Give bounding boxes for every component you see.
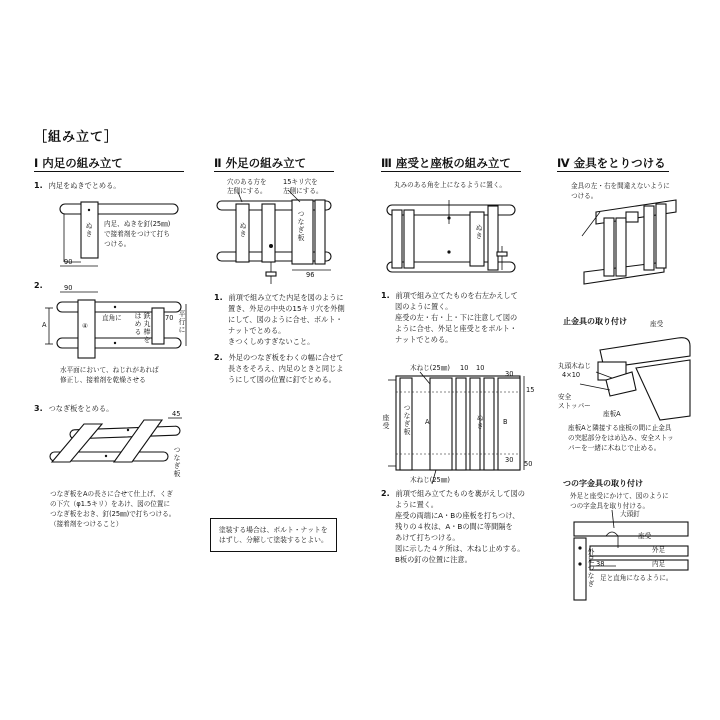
sub2-sotoashi: 外足 — [652, 546, 666, 554]
step-3-text-1: つなぎ板をAの長さに合せて仕上げ、くぎ — [50, 490, 173, 498]
s3-step1-line1: 前項で組み立てたものを右左かえして — [395, 291, 518, 300]
fig-stopper — [580, 338, 690, 420]
section-4-intro-2: つける。 — [571, 192, 598, 200]
step-3-text-4: （接着剤をつけること） — [50, 520, 123, 528]
fig-label-b: B — [503, 418, 508, 426]
sub1-screw-2: 4×10 — [562, 371, 581, 379]
section-4-rule — [557, 171, 669, 172]
fig-label-a: A — [425, 418, 430, 426]
s3-step2-line4: 残りの４枚は、A・Bの間に等間隔を — [395, 522, 513, 531]
sub2-zauke: 座受 — [638, 532, 652, 540]
fig2-dim: 96 — [306, 271, 315, 279]
fig3-dim: 45 — [172, 410, 181, 418]
fig-inner-leg-2 — [45, 292, 186, 358]
fig2-label-tsunagi: つなぎ板 — [297, 210, 305, 242]
fig-note-left-1: 穴のある方を — [227, 178, 267, 186]
fig-dim-15: 15 — [526, 386, 535, 394]
sub2-dim: 38 — [596, 560, 605, 568]
s3-step2-line5: あけて打ちつける。 — [395, 533, 460, 542]
fig-note-left-2: 左側にする。 — [227, 187, 267, 195]
fig1-note-1: 内足、ぬきを釘(25㎜) — [104, 220, 171, 228]
step-2-number: 2. — [34, 281, 43, 290]
section-3-step-1: 1. 前項で組み立てたものを右左かえして — [381, 291, 518, 300]
s2-step2-line2: 長さをそろえ、内足のときと同じよ — [228, 364, 344, 373]
fig-seat-receiver-1 — [387, 200, 515, 272]
fig2-label-chokkaku: 直角に — [102, 314, 122, 322]
section-2-step-1: 1. 前項で組み立てた内足を図のように — [214, 293, 344, 302]
s2-step1-line4: ナットでとめる。 — [228, 326, 286, 335]
fig-label-nuki-2: ぬき — [476, 414, 484, 430]
section-3-intro: 丸みのある角を上になるように置く。 — [394, 181, 506, 189]
sub2-kugi: 大頭釘 — [620, 510, 640, 518]
fig-inner-leg-3 — [50, 418, 182, 462]
fig2-label-4: ④ — [82, 322, 88, 330]
fig-screw-top: 木ねじ(25㎜) — [410, 364, 450, 372]
fig1-dim: 90 — [64, 258, 73, 266]
s3-step1-line4: ように合せ、外足と座受とをボルト・ — [395, 324, 517, 333]
s2-step2-line3: うにして図の位置に釘でとめる。 — [228, 375, 336, 384]
section-1-title: Ⅰ 内足の組み立て — [34, 156, 123, 170]
s3-step1-line3: 座受の左・右・上・下に注意して図の — [395, 313, 518, 322]
painting-note-2: はずし、分解して塗装するとよい。 — [219, 536, 328, 544]
section-3-rule — [381, 171, 521, 172]
sub2-tsunagi: 外足つなぎ — [587, 548, 595, 588]
s2-step2-line1: 外足のつなぎ板をわくの幅に合せて — [228, 353, 344, 362]
fig3-label: つなぎ板 — [173, 446, 181, 478]
section-1-step-3: 3. つなぎ板をとめる。 — [34, 404, 114, 413]
fig-outer-leg — [217, 190, 331, 284]
section-1-step-1: 1. 内足をぬきでとめる。 — [34, 181, 121, 190]
s3-step2-line6: 図に示した４ケ所は、木ねじ止めする。 — [395, 544, 525, 553]
step-3-text-2: の下穴（φ1.5キリ）をあけ、図の位置に — [50, 500, 171, 508]
s3-step2-line1: 前項で組み立てたものを裏がえして図の — [395, 489, 525, 498]
s2-step1-line2: 置き、外足の中央の15キリ穴を外側 — [228, 304, 345, 313]
fig1-label-nuki: ぬき — [85, 222, 93, 238]
painting-note-1: 塗装する場合は、ボルト・ナットを — [219, 526, 328, 534]
fig-dim-50: 50 — [524, 460, 533, 468]
fig2-label-heikou: 平行に — [178, 310, 186, 334]
fig2-label-70: 70 — [165, 314, 174, 322]
fig-dim-30: 30 — [505, 370, 514, 378]
s3-step2-line7: B板の釘の位置に注意。 — [395, 555, 472, 564]
section-1-step-3-text: つなぎ板をとめる。 — [48, 404, 114, 413]
fig-note-right-2: 左側にする。 — [283, 187, 323, 195]
section-3-title: Ⅲ 座受と座板の組み立て — [381, 156, 511, 170]
section-3-step-2: 2. 前項で組み立てたものを裏がえして図の — [381, 489, 525, 498]
sub1-zaita: 座板A — [603, 410, 621, 418]
sub1-text-2: の突起部分をはめ込み、安全ストッ — [568, 434, 674, 442]
section-2-step-2: 2. 外足のつなぎ板をわくの幅に合せて — [214, 353, 344, 362]
sub1-screw-1: 丸頭木ねじ — [558, 362, 591, 370]
sub1-text-1: 座板Aと隣接する座板の間に止金具 — [568, 424, 672, 432]
section-4-intro-1: 金具の左・右を間違えないように — [571, 182, 670, 190]
page-title: ［組み立て］ — [34, 130, 119, 145]
section-4-title: Ⅳ 金具をとりつける — [557, 156, 666, 170]
s3-step1-line2: 図のように置く。 — [395, 302, 453, 311]
sub1-title: 止金具の取り付け — [563, 317, 627, 326]
painting-note-box — [210, 518, 337, 552]
step-2-text-1: 水平面において、ねじれがあれば — [60, 366, 159, 374]
fig1-note-2: で接着剤をつけて打ち — [104, 230, 170, 238]
step-3-text-3: つなぎ板をおき、釘(25㎜)で打ちつける。 — [50, 510, 176, 518]
fig2-label-tetsu: 鉄丸棒を — [143, 312, 151, 344]
sub1-stopper-2: ストッパー — [558, 402, 591, 410]
fig-screw-bottom: 木ねじ(25㎜) — [410, 476, 450, 484]
fig-hardware-top — [582, 200, 676, 284]
fig-label-zauke: 座受 — [382, 414, 390, 430]
sub1-stopper-1: 安全 — [558, 393, 572, 401]
s2-step1-line3: にして、図のように合せ、ボルト・ — [228, 315, 343, 324]
s3-step1-line5: ナットでとめる。 — [395, 335, 453, 344]
fig-dim-10b: 10 — [476, 364, 485, 372]
sub2-text-1: 外足と座受にかけて、図のように — [570, 492, 669, 500]
fig-note-right-1: 15キリ穴を — [283, 178, 318, 186]
fig2-label-nuki: ぬき — [239, 222, 247, 238]
sub2-text-2: つの字金具を取り付ける。 — [570, 502, 650, 510]
fig2-dim-top: 90 — [64, 284, 73, 292]
section-1-step-2-num — [34, 280, 49, 291]
sub1-zauke: 座受 — [650, 320, 664, 328]
sub1-text-3: パーを一緒に木ねじで止める。 — [568, 444, 661, 452]
section-1-rule — [34, 171, 184, 172]
sub2-uchiashi: 内足 — [652, 560, 666, 568]
fig-label-tsunagi: つなぎ板 — [403, 404, 411, 436]
s2-step1-line1: 前項で組み立てた内足を図のように — [228, 293, 344, 302]
section-2-title: Ⅱ 外足の組み立て — [214, 156, 307, 170]
section-2-rule — [214, 171, 334, 172]
fig-dim-30b: 30 — [505, 456, 514, 464]
sub2-caption: 足と直角になるように。 — [600, 574, 673, 582]
sub2-title: つの字金具の取り付け — [563, 479, 643, 488]
s2-step1-line5: きつくしめすぎないこと。 — [228, 337, 315, 346]
fig2-label-hameru: はめる — [134, 312, 142, 336]
s3-step2-line3: 座受の両端にA・Bの座板を打ちつけ、 — [395, 511, 520, 520]
fig1-note-3: つける。 — [104, 240, 131, 248]
section-1-step-1-text: 内足をぬきでとめる。 — [48, 181, 121, 190]
s3-step2-line2: ように置く。 — [395, 500, 438, 509]
fig3-label-nuki: ぬき — [475, 224, 483, 240]
fig2-label-a: A — [42, 321, 47, 329]
fig-dim-10a: 10 — [460, 364, 469, 372]
step-2-text-2: 修正し、接着剤を乾燥させる — [60, 376, 146, 384]
